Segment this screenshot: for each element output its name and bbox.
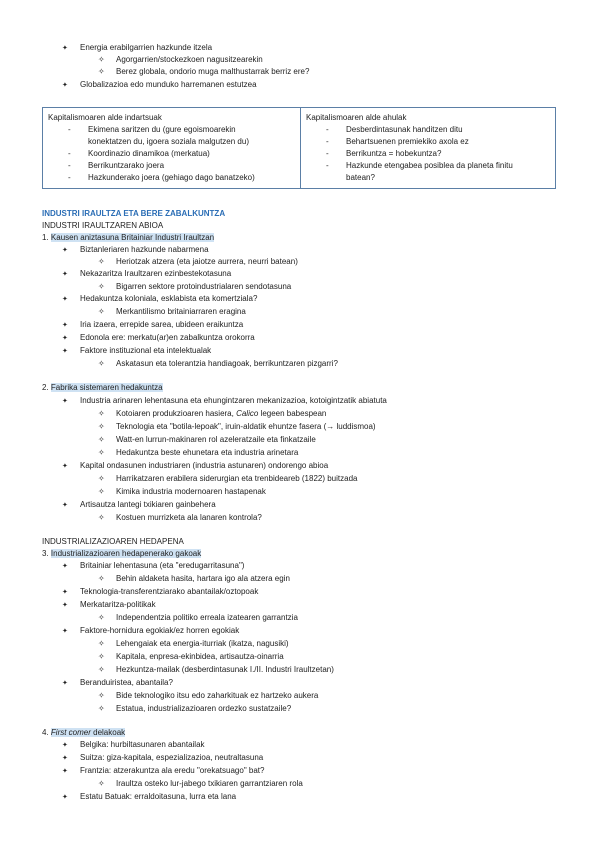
list-subitem: Askatasun eta tolerantzia handiagoak, berrikuntzaren pizgarri?	[116, 359, 338, 368]
bullet-icon	[62, 42, 68, 54]
bullet-icon	[62, 586, 68, 598]
list-item: Estatu Batuak: erraldoitasuna, lurra eta lana	[80, 792, 237, 801]
sub-bullet-icon	[98, 66, 105, 77]
list-subitem: Harrikatzaren erabilera siderurgian eta trenbideareb (1822) buitzada	[116, 474, 358, 483]
list-item: Frantzia: atzerakuntza ala eredu "orekatsuago" bat?	[80, 766, 265, 775]
heading-2: 2. Fabrika sistemaren hedakuntza	[42, 383, 163, 392]
list-item: Belgika: hurbiltasunaren abantailak	[80, 740, 205, 749]
list-subitem: Kotoiaren produkzioaren hasiera, Calico legeen babespean	[116, 409, 327, 418]
heading-1: 1. Kausen aniztasuna Britainiar Industri Iraultzan	[42, 233, 215, 242]
list-subitem: Independentzia politiko erreala izatearen garrantzia	[116, 613, 298, 622]
list-item: Nekazaritza Iraultzaren ezinbestekotasuna	[80, 269, 232, 278]
list-item: Edonola ere: merkatu(ar)en zabalkuntza orokorra	[80, 333, 255, 342]
list-subitem: Kostuen murrizketa ala lanaren kontrola?	[116, 513, 262, 522]
bullet-icon	[62, 625, 68, 637]
list-subitem: Berez globala, ondorio muga malthustarrak berriz ere?	[116, 67, 310, 76]
list-subitem: Merkantilismo britainiarraren eragina	[116, 307, 246, 316]
list-item: Faktore-hornidura egokiak/ez horren egokiak	[80, 626, 240, 635]
bullet-icon	[62, 293, 68, 305]
sub-bullet-icon	[98, 358, 105, 369]
table-cell: Koordinazio dinamikoa (merkatua)	[88, 149, 210, 158]
table-cell: Berrikuntza = hobekuntza?	[346, 149, 442, 158]
bullet-icon	[62, 244, 68, 256]
comparison-table: Kapitalismoaren alde indartsuak - Ekimena saritzen du (gure egoismoarekin konektatzen du, igoera soziala malgutzen du) - Koordinazio dinamikoa (merkatua) - Berrikuntzarako joera - Hazkunderako joera (gehiago dago banatzeko) Kapitalismoaren alde ahulak - Desberdintasunak handitzen ditu - Behartsuenen premiekiko axola ez - Berrikuntza = hobekuntza? - Hazkunde etengabea posiblea da planeta finitu batean?	[42, 107, 556, 189]
table-cell: Berrikuntzarako joera	[88, 161, 165, 170]
bullet-icon	[62, 79, 68, 91]
list-subitem: Lehengaiak eta energia-iturriak (ikatza, nagusiki)	[116, 639, 289, 648]
list-subitem: Hedakuntza beste ehunetara eta industria arinetara	[116, 448, 299, 457]
section-subtitle: INDUSTRI IRAULTZAREN ABIOA	[42, 221, 164, 230]
sub-bullet-icon	[98, 54, 105, 65]
heading-4: 4. First comer delakoak	[42, 728, 126, 737]
bullet-icon	[62, 268, 68, 280]
list-subitem: Teknologia eta "botila-lepoak", iruin-aldatik ehuntze fasera (→ luddismoa)	[116, 422, 376, 431]
table-cell: Behartsuenen premiekiko axola ez	[346, 137, 469, 146]
bullet-icon	[62, 752, 68, 764]
bullet-icon	[62, 791, 68, 803]
list-subitem: Estatua, industrializazioaren ordezko sustatzaile?	[116, 704, 292, 713]
sub-bullet-icon	[98, 408, 105, 419]
list-subitem: Bide teknologiko itsu edo zaharkituak ez hartzeko aukera	[116, 691, 319, 700]
sub-bullet-icon	[98, 421, 105, 432]
bullet-icon	[62, 332, 68, 344]
sub-bullet-icon	[98, 778, 105, 789]
table-cell: batean?	[346, 173, 375, 182]
list-subitem: Agorgarrien/stockezkoen nagusitzearekin	[116, 55, 263, 64]
table-cell: Ekimena saritzen du (gure egoismoarekin	[88, 125, 236, 134]
bullet-icon	[62, 499, 68, 511]
table-cell: Hazkunde etengabea posiblea da planeta finitu	[346, 161, 513, 170]
list-item: Faktore instituzional eta intelektualak	[80, 346, 212, 355]
sub-bullet-icon	[98, 434, 105, 445]
list-item: Britainiar lehentasuna (eta "eredugarritasuna")	[80, 561, 245, 570]
list-item: Merkataritza-politikak	[80, 600, 156, 609]
sub-bullet-icon	[98, 690, 105, 701]
list-subitem: Heriotzak atzera (eta jaiotze aurrera, neurri batean)	[116, 257, 298, 266]
list-item: Beranduiristea, abantaila?	[80, 678, 173, 687]
list-subitem: Watt-en lurrun-makinaren rol azeleratzaile eta finkatzaile	[116, 435, 316, 444]
section-title: INDUSTRI IRAULTZA ETA BERE ZABALKUNTZA	[42, 209, 226, 218]
bullet-icon	[62, 599, 68, 611]
sub-bullet-icon	[98, 447, 105, 458]
sub-bullet-icon	[98, 664, 105, 675]
bullet-icon	[62, 395, 68, 407]
list-item: Teknologia-transferentziarako abantailak/oztopoak	[80, 587, 259, 596]
list-item: Industria arinaren lehentasuna eta ehungintzaren mekanizazioa, kotoigintzatik abiatuta	[80, 396, 387, 405]
sub-bullet-icon	[98, 281, 105, 292]
sub-bullet-icon	[98, 703, 105, 714]
section-subtitle: INDUSTRIALIZAZIOAREN HEDAPENA	[42, 537, 184, 546]
list-item: Kapital ondasunen industriaren (industria astunaren) ondorengo abioa	[80, 461, 329, 470]
table-header: Kapitalismoaren alde indartsuak	[48, 113, 162, 122]
heading-3: 3. Industrializazioaren hedapenerako gakoak	[42, 549, 202, 558]
list-item: Iria izaera, errepide sarea, ubideen eraikuntza	[80, 320, 244, 329]
table-divider	[300, 108, 301, 188]
bullet-icon	[62, 560, 68, 572]
list-item: Energia erabilgarrien hazkunde itzela	[80, 43, 213, 52]
table-cell: Hazkunderako joera (gehiago dago banatzeko)	[88, 173, 255, 182]
sub-bullet-icon	[98, 638, 105, 649]
list-item: Biztanleriaren hazkunde nabarmena	[80, 245, 209, 254]
sub-bullet-icon	[98, 486, 105, 497]
sub-bullet-icon	[98, 306, 105, 317]
sub-bullet-icon	[98, 651, 105, 662]
table-header: Kapitalismoaren alde ahulak	[306, 113, 407, 122]
sub-bullet-icon	[98, 256, 105, 267]
bullet-icon	[62, 319, 68, 331]
sub-bullet-icon	[98, 612, 105, 623]
bullet-icon	[62, 460, 68, 472]
sub-bullet-icon	[98, 512, 105, 523]
bullet-icon	[62, 345, 68, 357]
list-item: Globalizazioa edo munduko harremanen estutzea	[80, 80, 257, 89]
sub-bullet-icon	[98, 573, 105, 584]
table-cell: konektatzen du, igoera soziala malgutzen du)	[88, 137, 249, 146]
sub-bullet-icon	[98, 473, 105, 484]
list-subitem: Iraultza osteko lur-jabego txikiaren garrantziaren rola	[116, 779, 303, 788]
list-subitem: Behin aldaketa hasita, hartara igo ala atzera egin	[116, 574, 290, 583]
list-item: Artisautza lantegi txikiaren gainbehera	[80, 500, 216, 509]
bullet-icon	[62, 739, 68, 751]
bullet-icon	[62, 765, 68, 777]
list-subitem: Hezkuntza-mailak (desberdintasunak I./II. Industri Iraultzetan)	[116, 665, 334, 674]
list-subitem: Kapitala, enpresa-ekinbidea, artisautza-oinarria	[116, 652, 284, 661]
list-subitem: Kimika industria modernoaren hastapenak	[116, 487, 266, 496]
list-item: Hedakuntza koloniala, esklabista eta komertziala?	[80, 294, 258, 303]
list-item: Suitza: giza-kapitala, espezializazioa, neutraltasuna	[80, 753, 264, 762]
table-cell: Desberdintasunak handitzen ditu	[346, 125, 463, 134]
list-subitem: Bigarren sektore protoindustrialaren sendotasuna	[116, 282, 292, 291]
bullet-icon	[62, 677, 68, 689]
